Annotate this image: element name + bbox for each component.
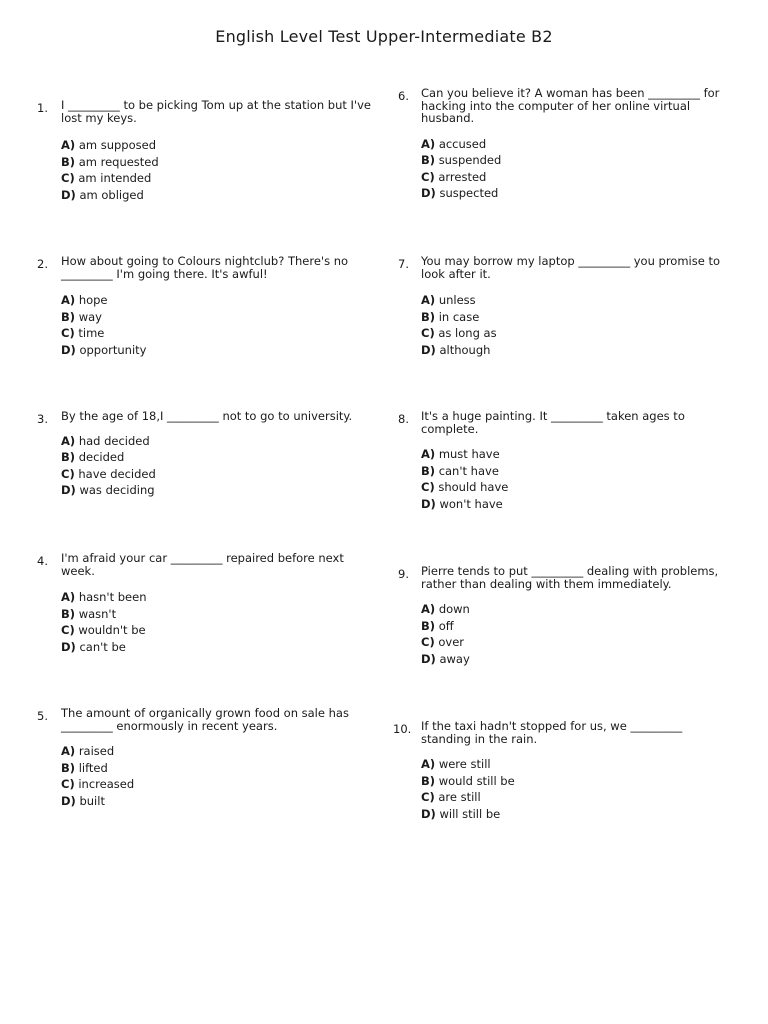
answer-options [61,433,371,499]
option-letter: A) [61,433,76,448]
question-10 [393,719,731,822]
option-text: will still be [439,806,501,821]
option-text: wouldn't be [78,623,146,637]
question-number: 3. [37,412,48,426]
option-c[interactable] [421,479,731,496]
option-text: am intended [78,171,152,185]
option-text: down [438,602,470,616]
option-c[interactable] [61,325,371,342]
option-text: was deciding [79,483,155,497]
option-text: were still [438,757,491,771]
option-letter: D) [421,496,436,511]
question-number: 10. [393,722,412,736]
question-5 [37,706,371,809]
option-text: off [438,618,454,633]
option-letter: A) [421,293,436,307]
option-d[interactable] [421,185,731,202]
option-letter: B) [61,309,76,324]
option-letter: B) [61,606,76,621]
option-a[interactable] [421,292,731,309]
option-text: would still be [438,773,515,788]
question-7 [398,254,731,358]
option-letter: C) [421,480,435,494]
option-c[interactable] [61,170,371,187]
option-d[interactable] [421,806,731,823]
option-text: opportunity [79,342,147,357]
question-number: 5. [37,709,48,723]
option-letter: B) [61,760,76,775]
option-text: am requested [78,154,159,169]
option-d[interactable] [61,187,371,204]
option-letter: B) [61,450,76,464]
option-d[interactable] [61,342,371,359]
question-text: It's a huge painting. It _________ taken ages to complete. [421,409,685,436]
option-letter: C) [61,466,75,481]
question-number: 2. [37,257,48,271]
answer-options [61,137,371,203]
question-text: If the taxi hadn't stopped for us, we _________ standing in the rain. [421,719,683,746]
answer-options [61,292,371,358]
option-letter: D) [421,806,436,821]
option-d[interactable] [61,639,371,656]
option-text: hasn't been [78,590,147,604]
option-text: won't have [439,496,503,511]
option-text: decided [78,450,125,464]
option-letter: D) [421,342,436,357]
option-a[interactable] [421,136,731,153]
option-d[interactable] [421,342,731,359]
option-text: have decided [78,466,156,481]
option-text: had decided [78,433,150,448]
answer-options [421,756,731,822]
question-text: The amount of organically grown food on sale has _________ enormously in recent years. [61,706,349,733]
option-text: time [78,326,105,340]
option-letter: B) [421,773,436,788]
option-d[interactable] [61,482,371,499]
option-b[interactable] [421,309,731,326]
option-letter: C) [61,171,75,185]
option-text: increased [78,777,135,791]
option-letter: A) [421,136,436,151]
option-b[interactable] [61,309,371,326]
option-letter: B) [421,309,436,324]
option-text: should have [438,480,509,494]
option-letter: B) [421,153,436,167]
answer-options [61,589,371,655]
question-text: How about going to Colours nightclub? There's no _________ I'm going there. It's awful! [61,254,349,281]
option-letter: B) [421,618,436,633]
option-a[interactable] [61,292,371,309]
option-letter: A) [421,602,436,616]
question-8 [398,409,731,512]
option-a[interactable] [61,433,371,450]
question-number: 8. [398,412,409,426]
option-letter: D) [61,342,76,357]
question-6 [398,86,731,202]
question-1 [37,98,371,203]
option-text: over [438,635,465,649]
option-text: arrested [438,169,487,184]
option-letter: A) [61,744,76,758]
option-letter: A) [421,757,436,771]
option-c[interactable] [421,169,731,186]
option-letter: D) [61,639,76,654]
answer-options [421,292,731,358]
option-text: hope [78,293,108,307]
page-title: English Level Test Upper-Intermediate B2 [215,27,553,46]
option-a[interactable] [421,756,731,773]
option-text: away [439,651,470,666]
option-d[interactable] [421,651,731,668]
option-a[interactable] [61,137,371,154]
question-text: I'm afraid your car _________ repaired before next week. [61,551,344,578]
option-a[interactable] [421,446,731,463]
answer-options [421,601,731,667]
option-text: way [78,309,102,324]
option-text: am supposed [78,138,156,152]
option-text: as long as [438,326,497,340]
option-text: in case [438,309,480,324]
answer-options [421,446,731,512]
option-b[interactable] [421,773,731,790]
question-text: I _________ to be picking Tom up at the station but I've lost my keys. [61,98,371,125]
option-text: although [439,342,491,357]
option-letter: B) [421,463,436,478]
option-letter: A) [421,447,436,461]
option-a[interactable] [61,589,371,606]
option-text: can't be [79,639,126,654]
option-letter: D) [61,793,76,808]
question-text: Pierre tends to put _________ dealing with problems, rather than dealing with them immediately. [421,564,719,591]
option-letter: A) [61,590,76,604]
option-text: suspected [439,186,499,200]
option-letter: D) [421,651,436,666]
option-letter: C) [421,326,435,340]
option-c[interactable] [421,325,731,342]
option-c[interactable] [61,622,371,639]
option-text: are still [438,790,481,804]
option-text: can't have [438,463,499,478]
answer-options [421,136,731,202]
option-letter: C) [421,169,435,184]
option-letter: C) [421,635,435,649]
option-b[interactable] [421,152,731,169]
option-text: must have [438,447,500,461]
option-letter: C) [421,790,435,804]
option-text: built [79,793,105,808]
question-text: By the age of 18,I _________ not to go to university. [61,409,353,423]
option-letter: C) [61,623,75,637]
answer-options [61,743,371,809]
option-text: raised [78,744,115,758]
option-letter: C) [61,326,75,340]
option-text: suspended [438,153,502,167]
option-b[interactable] [61,154,371,171]
option-letter: C) [61,777,75,791]
option-text: am obliged [79,187,144,202]
option-c[interactable] [421,789,731,806]
question-number: 9. [398,567,409,581]
question-number: 4. [37,554,48,568]
question-2 [37,254,371,358]
question-number: 7. [398,257,409,271]
question-number: 6. [398,89,409,103]
option-b[interactable] [61,606,371,623]
option-text: wasn't [78,606,117,621]
question-text: You may borrow my laptop _________ you promise to look after it. [421,254,720,281]
option-b[interactable] [421,618,731,635]
option-c[interactable] [61,466,371,483]
option-text: unless [438,293,476,307]
option-b[interactable] [421,463,731,480]
option-letter: B) [61,154,76,169]
question-4 [37,551,371,655]
option-letter: D) [61,187,76,202]
option-letter: A) [61,138,76,152]
question-number: 1. [37,101,48,115]
option-letter: A) [61,293,76,307]
question-text: Can you believe it? A woman has been _________ for hacking into the computer of her online virtual husband. [421,86,720,125]
question-9 [398,564,731,667]
option-letter: D) [61,483,76,497]
option-d[interactable] [421,496,731,513]
option-b[interactable] [61,760,371,777]
option-text: accused [438,136,487,151]
question-3 [37,409,371,499]
option-b[interactable] [61,449,371,466]
option-d[interactable] [61,793,371,810]
option-a[interactable] [421,601,731,618]
option-text: lifted [78,760,108,775]
option-c[interactable] [421,634,731,651]
option-a[interactable] [61,743,371,760]
option-c[interactable] [61,776,371,793]
option-letter: D) [421,186,436,200]
